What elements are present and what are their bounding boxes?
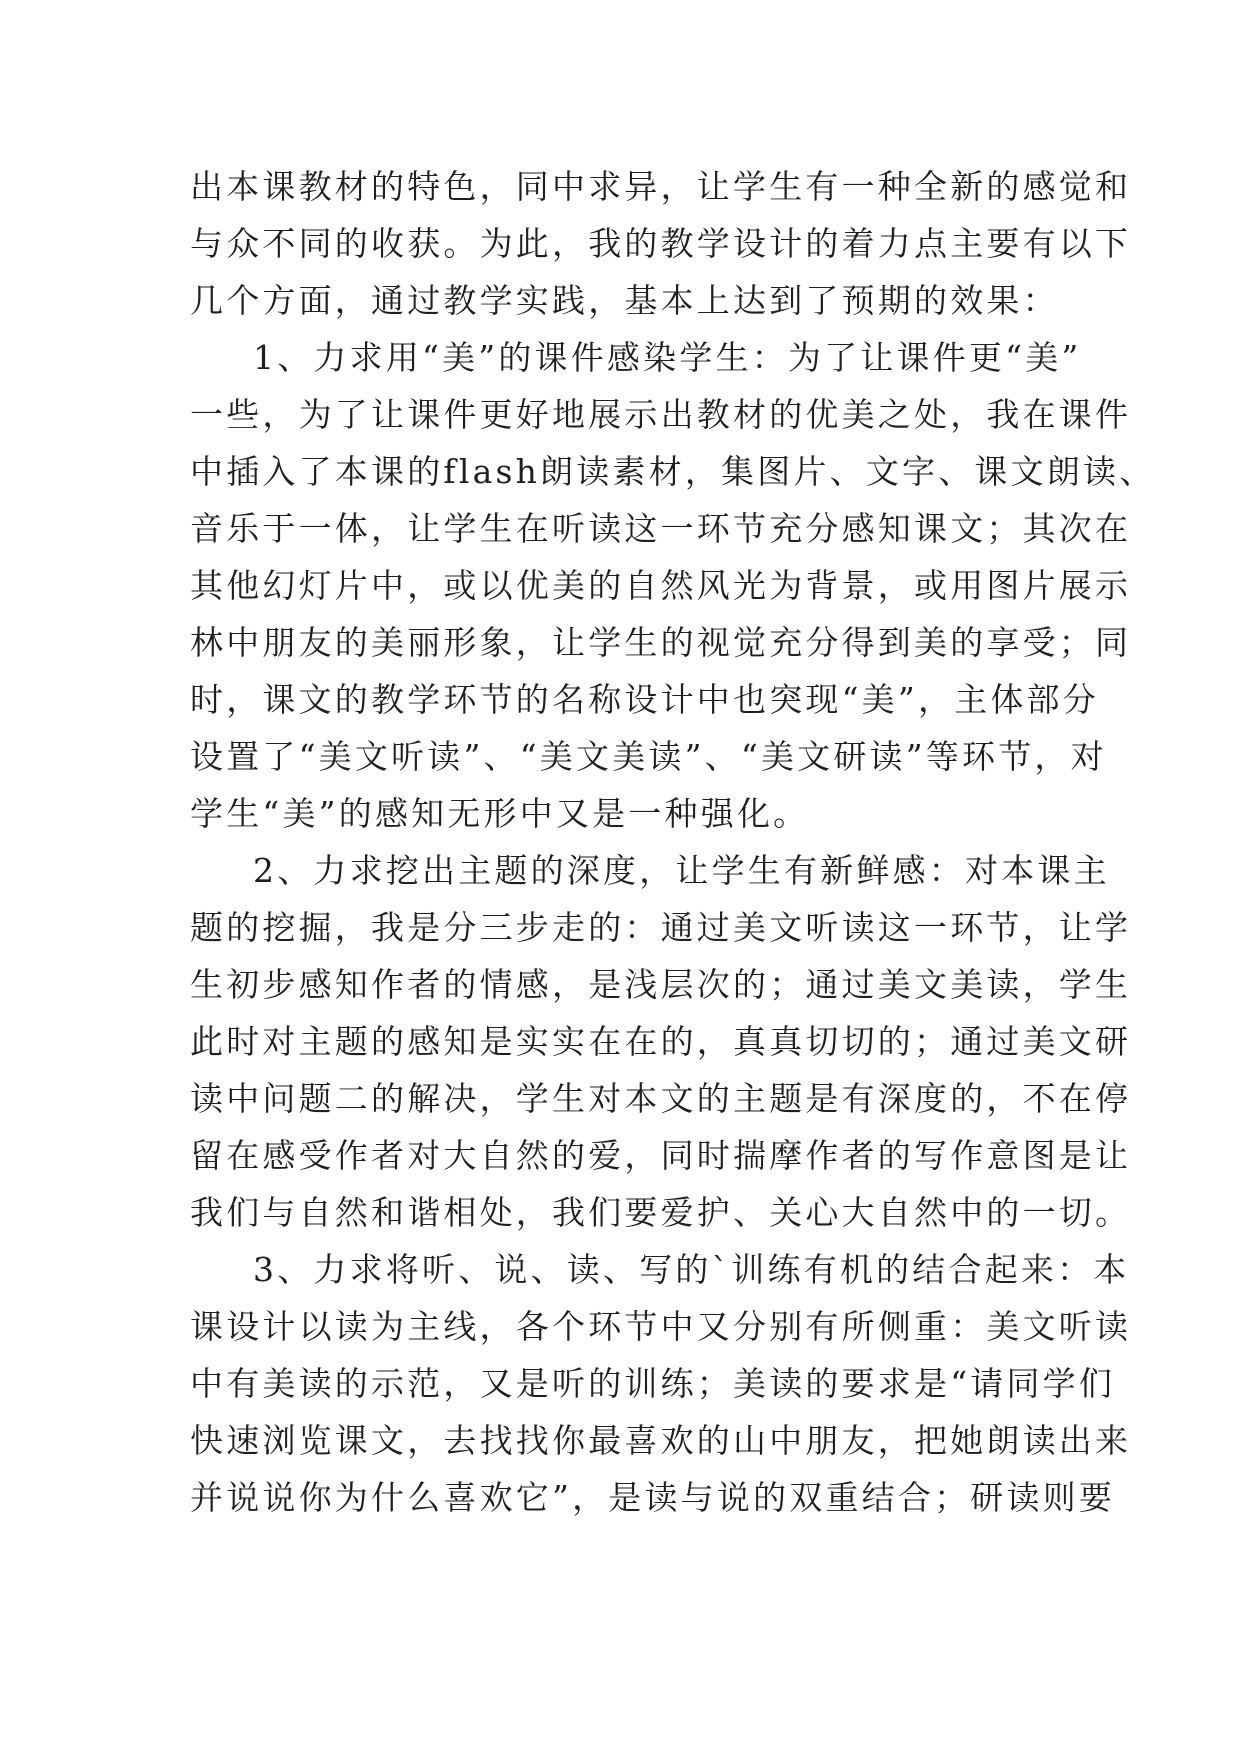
text-line: 中插入了本课的flash朗读素材，集图片、文字、课文朗读、	[190, 452, 1156, 491]
text-line: 课设计以读为主线，各个环节中又分别有所侧重：美文听读	[190, 1307, 1132, 1346]
text-line: 此时对主题的感知是实实在在的，真真切切的；通过美文研	[190, 1022, 1132, 1061]
text-line: 题的挖掘，我是分三步走的：通过美文听读这一环节，让学	[190, 908, 1132, 947]
text-line: 快速浏览课文，去找找你最喜欢的山中朋友，把她朗读出来	[190, 1421, 1132, 1460]
paragraph-2-start: 2、力求挖出主题的深度，让学生有新鲜感：对本课主	[253, 851, 1110, 890]
text-line: 其他幻灯片中，或以优美的自然风光为背景，或用图片展示	[190, 566, 1132, 605]
text-line: 音乐于一体，让学生在听读这一环节充分感知课文；其次在	[190, 509, 1132, 548]
text-line: 并说说你为什么喜欢它”，是读与说的双重结合；研读则要	[190, 1478, 1116, 1517]
text-line: 林中朋友的美丽形象，让学生的视觉充分得到美的享受；同	[190, 623, 1132, 662]
text-line: 出本课教材的特色，同中求异，让学生有一种全新的感觉和	[190, 167, 1132, 206]
text-line: 几个方面，通过教学实践，基本上达到了预期的效果：	[190, 281, 1059, 320]
paragraph-1-start: 1、力求用“美”的课件感染学生：为了让课件更“美”	[253, 338, 1082, 377]
paragraph-3-start: 3、力求将听、说、读、写的`训练有机的结合起来：本	[253, 1250, 1130, 1289]
text-line: 我们与自然和谐相处，我们要爱护、关心大自然中的一切。	[190, 1193, 1132, 1232]
text-line: 与众不同的收获。为此，我的教学设计的着力点主要有以下	[190, 224, 1132, 263]
text-line: 读中问题二的解决，学生对本文的主题是有深度的，不在停	[190, 1079, 1132, 1118]
text-line: 留在感受作者对大自然的爱，同时揣摩作者的写作意图是让	[190, 1136, 1132, 1175]
text-line: 生初步感知作者的情感，是浅层次的；通过美文美读，学生	[190, 965, 1132, 1004]
text-line: 设置了“美文听读”、“美文美读”、“美文研读”等环节，对	[190, 737, 1107, 776]
text-line: 一些，为了让课件更好地展示出教材的优美之处，我在课件	[190, 395, 1132, 434]
text-line: 时，课文的教学环节的名称设计中也突现“美”，主体部分	[190, 680, 1099, 719]
text-line: 学生“美”的感知无形中又是一种强化。	[190, 794, 810, 833]
text-line: 中有美读的示范，又是听的训练；美读的要求是“请同学们	[190, 1364, 1116, 1403]
